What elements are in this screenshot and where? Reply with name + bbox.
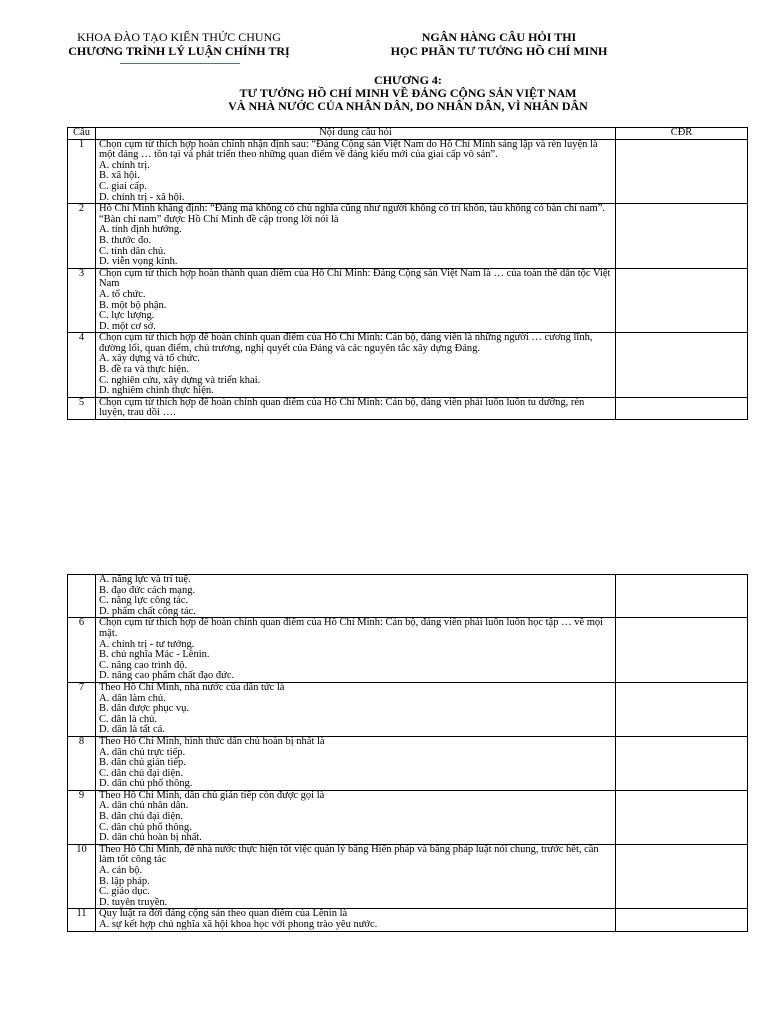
- option: C. lực lượng.: [99, 310, 155, 322]
- question-number: 6: [68, 618, 96, 683]
- header-num: Câu: [68, 128, 96, 140]
- question-number: 5: [68, 397, 96, 419]
- cdr-cell: [616, 139, 748, 204]
- table-row: [68, 736, 748, 790]
- question-number: 8: [68, 736, 96, 790]
- question-text: Chọn cụm từ thích hợp hoàn thành quan điểm của Hồ Chí Minh: Đảng Cộng sản Việt Nam là … của toàn thể dân tộc Việt Nam: [99, 267, 611, 290]
- option: B. chủ nghĩa Mác - Lênin.: [99, 649, 210, 661]
- program-name: CHƯƠNG TRÌNH LÝ LUẬN CHÍNH TRỊ: [68, 44, 290, 58]
- question-text: Quy luật ra đời đảng cộng sản theo quan điểm của Lênin là: [99, 908, 348, 920]
- question-content: [96, 268, 616, 333]
- option: C. dân chủ đại diện.: [99, 767, 183, 779]
- cdr-cell: [616, 736, 748, 790]
- question-text: Chọn cụm từ thích hợp để hoàn chỉnh quan điểm của Hồ Chí Minh: Cán bộ, đảng viên phải luôn luôn tu dưỡng, rèn luyện, trau dồi ….: [99, 396, 585, 419]
- option: B. lập pháp.: [99, 875, 150, 887]
- option: C. nâng cao trình độ.: [99, 659, 188, 671]
- table-row: [68, 204, 748, 269]
- faculty-name: KHOA ĐÀO TẠO KIẾN THỨC CHUNG: [77, 30, 281, 44]
- option: B. dân chủ gián tiếp.: [99, 757, 186, 769]
- continuation-options: [96, 575, 616, 618]
- option: C. giáo dục.: [99, 886, 150, 898]
- header-right: [368, 30, 630, 58]
- table-row: [68, 397, 748, 419]
- option: B. một bộ phận.: [99, 299, 167, 311]
- chapter-title: [68, 74, 748, 113]
- table-header-row: [68, 128, 748, 140]
- question-content: [96, 682, 616, 736]
- question-content: [96, 397, 616, 419]
- question-content: [96, 333, 616, 398]
- option: C. dân chủ phổ thông.: [99, 821, 192, 833]
- question-number: 3: [68, 268, 96, 333]
- header-content: Nội dung câu hỏi: [96, 128, 616, 140]
- question-table-page2: [67, 574, 748, 932]
- option: A. năng lực và trí tuệ.: [99, 574, 191, 585]
- option: B. đề ra và thực hiện.: [99, 364, 189, 376]
- table-row: [68, 844, 748, 909]
- question-text: Chọn cụm từ thích hợp để hoàn chỉnh quan điểm của Hồ Chí Minh: Cán bộ, đảng viên phải luôn luôn học tập … về mọi mặt.: [99, 617, 604, 639]
- option: A. dân chủ trực tiếp.: [99, 746, 186, 758]
- cdr-cell: [616, 397, 748, 419]
- table-row: [68, 790, 748, 844]
- cdr-cell: [616, 682, 748, 736]
- option: D. dân là tất cả.: [99, 724, 165, 736]
- option: D. nâng cao phẩm chất đạo đức.: [99, 670, 235, 682]
- question-number: [68, 575, 96, 618]
- option: D. một cơ sở.: [99, 320, 156, 332]
- cdr-cell: [616, 790, 748, 844]
- header-underline: [120, 63, 240, 64]
- header-cdr: CĐR: [616, 128, 748, 140]
- option: A. tính định hướng.: [99, 224, 182, 236]
- question-content: [96, 139, 616, 204]
- option: B. xã hội.: [99, 170, 140, 182]
- option: B. dân được phục vụ.: [99, 703, 189, 715]
- option: A. cán bộ.: [99, 865, 143, 877]
- cdr-cell: [616, 268, 748, 333]
- question-number: 7: [68, 682, 96, 736]
- option: B. thước đo.: [99, 234, 152, 246]
- option: A. chính trị - tư tưởng.: [99, 638, 195, 650]
- table-row: [68, 575, 748, 618]
- option: C. tính dân chủ.: [99, 245, 166, 257]
- option: A. chính trị.: [99, 159, 150, 171]
- question-text: Theo Hồ Chí Minh, dân chủ gián tiếp còn được gọi là: [99, 789, 325, 801]
- table-row: [68, 618, 748, 683]
- cdr-cell: [616, 618, 748, 683]
- option: C. dân là chủ.: [99, 713, 158, 725]
- table-row: [68, 139, 748, 204]
- question-number: 11: [68, 909, 96, 931]
- question-number: 2: [68, 204, 96, 269]
- cdr-cell: [616, 204, 748, 269]
- chapter-subtitle-2: VÀ NHÀ NƯỚC CỦA NHÂN DÂN, DO NHÂN DÂN, VÌ NHÂN DÂN: [228, 99, 588, 113]
- table-row: [68, 682, 748, 736]
- chapter-number: CHƯƠNG 4:: [374, 73, 442, 87]
- question-content: [96, 790, 616, 844]
- cdr-cell: [616, 844, 748, 909]
- option: D. dân chủ hoàn bị nhất.: [99, 832, 202, 844]
- bank-title: NGÂN HÀNG CÂU HỎI THI: [421, 30, 577, 44]
- cdr-cell: [616, 575, 748, 618]
- option: A. dân làm chủ.: [99, 692, 166, 704]
- question-text: Theo Hồ Chí Minh, để nhà nước thực hiện tốt việc quản lý bằng Hiến pháp và bằng pháp luật nói chung, trước hết, cần làm tốt công tác: [99, 843, 599, 866]
- cdr-cell: [616, 909, 748, 931]
- cdr-cell: [616, 333, 748, 398]
- question-text: Theo Hồ Chí Minh, hình thức dân chủ hoàn bị nhất là: [99, 735, 325, 747]
- question-number: 1: [68, 139, 96, 204]
- option: A. dân chủ nhân dân.: [99, 800, 189, 812]
- table-row: [68, 909, 748, 931]
- option: C. giai cấp.: [99, 180, 147, 192]
- option: D. tuyên truyền.: [99, 896, 168, 908]
- question-table-page1: [67, 127, 748, 420]
- question-number: 9: [68, 790, 96, 844]
- question-content: [96, 844, 616, 909]
- header-left: [58, 30, 300, 58]
- option: B. đạo đức cách mạng.: [99, 584, 196, 596]
- question-number: 4: [68, 333, 96, 398]
- option: C. năng lực công tác.: [99, 595, 189, 607]
- option: A. tổ chức.: [99, 288, 146, 300]
- question-content: [96, 736, 616, 790]
- table-row: [68, 268, 748, 333]
- option: D. viễn vọng kính.: [99, 256, 178, 268]
- question-text: Chọn cụm từ thích hợp hoàn chỉnh nhận định sau: “Đảng Cộng sản Việt Nam do Hồ Chí Minh sáng lập và rèn luyện là một đảng … tồn tại và phát triển theo những quan điểm về đảng kiểu mới của giai cấp vô sản”.: [99, 138, 598, 161]
- option: B. dân chủ đại diện.: [99, 811, 183, 823]
- option: C. nghiên cứu, xây dựng và triển khai.: [99, 374, 261, 386]
- course-title: HỌC PHẦN TƯ TƯỞNG HỒ CHÍ MINH: [390, 44, 608, 58]
- question-content: [96, 618, 616, 683]
- question-text: Chọn cụm từ thích hợp để hoàn chỉnh quan điểm của Hồ Chí Minh: Cán bộ, đảng viên là những người … cương lĩnh, đường lối, quan điểm, chủ trương, nghị quyết của Đảng và các nguyên tắc xây dựng Đảng.: [99, 332, 593, 354]
- question-content: [96, 204, 616, 269]
- table-row: [68, 333, 748, 398]
- option: D. dân chủ phổ thông.: [99, 778, 193, 790]
- question-text: Hồ Chí Minh khẳng định: “Đảng mà không có chủ nghĩa cũng như người không có trí khôn, tàu không có bàn chỉ nam”. “Bàn chỉ nam” được Hồ Chí Minh đề cập trong lời nói là: [99, 203, 605, 225]
- question-content: [96, 909, 616, 931]
- option: D. phẩm chất công tác.: [99, 605, 196, 617]
- option: A. xây dựng và tổ chức.: [99, 353, 200, 365]
- option: D. chính trị - xã hội.: [99, 191, 185, 203]
- question-text: Theo Hồ Chí Minh, nhà nước của dân tức là: [99, 681, 285, 693]
- chapter-subtitle-1: TƯ TƯỞNG HỒ CHÍ MINH VỀ ĐẢNG CỘNG SẢN VIỆT NAM: [239, 86, 577, 100]
- option: A. sự kết hợp chủ nghĩa xã hội khoa học với phong trào yêu nước.: [99, 919, 378, 930]
- option: D. nghiêm chỉnh thực hiện.: [99, 385, 214, 397]
- question-number: 10: [68, 844, 96, 909]
